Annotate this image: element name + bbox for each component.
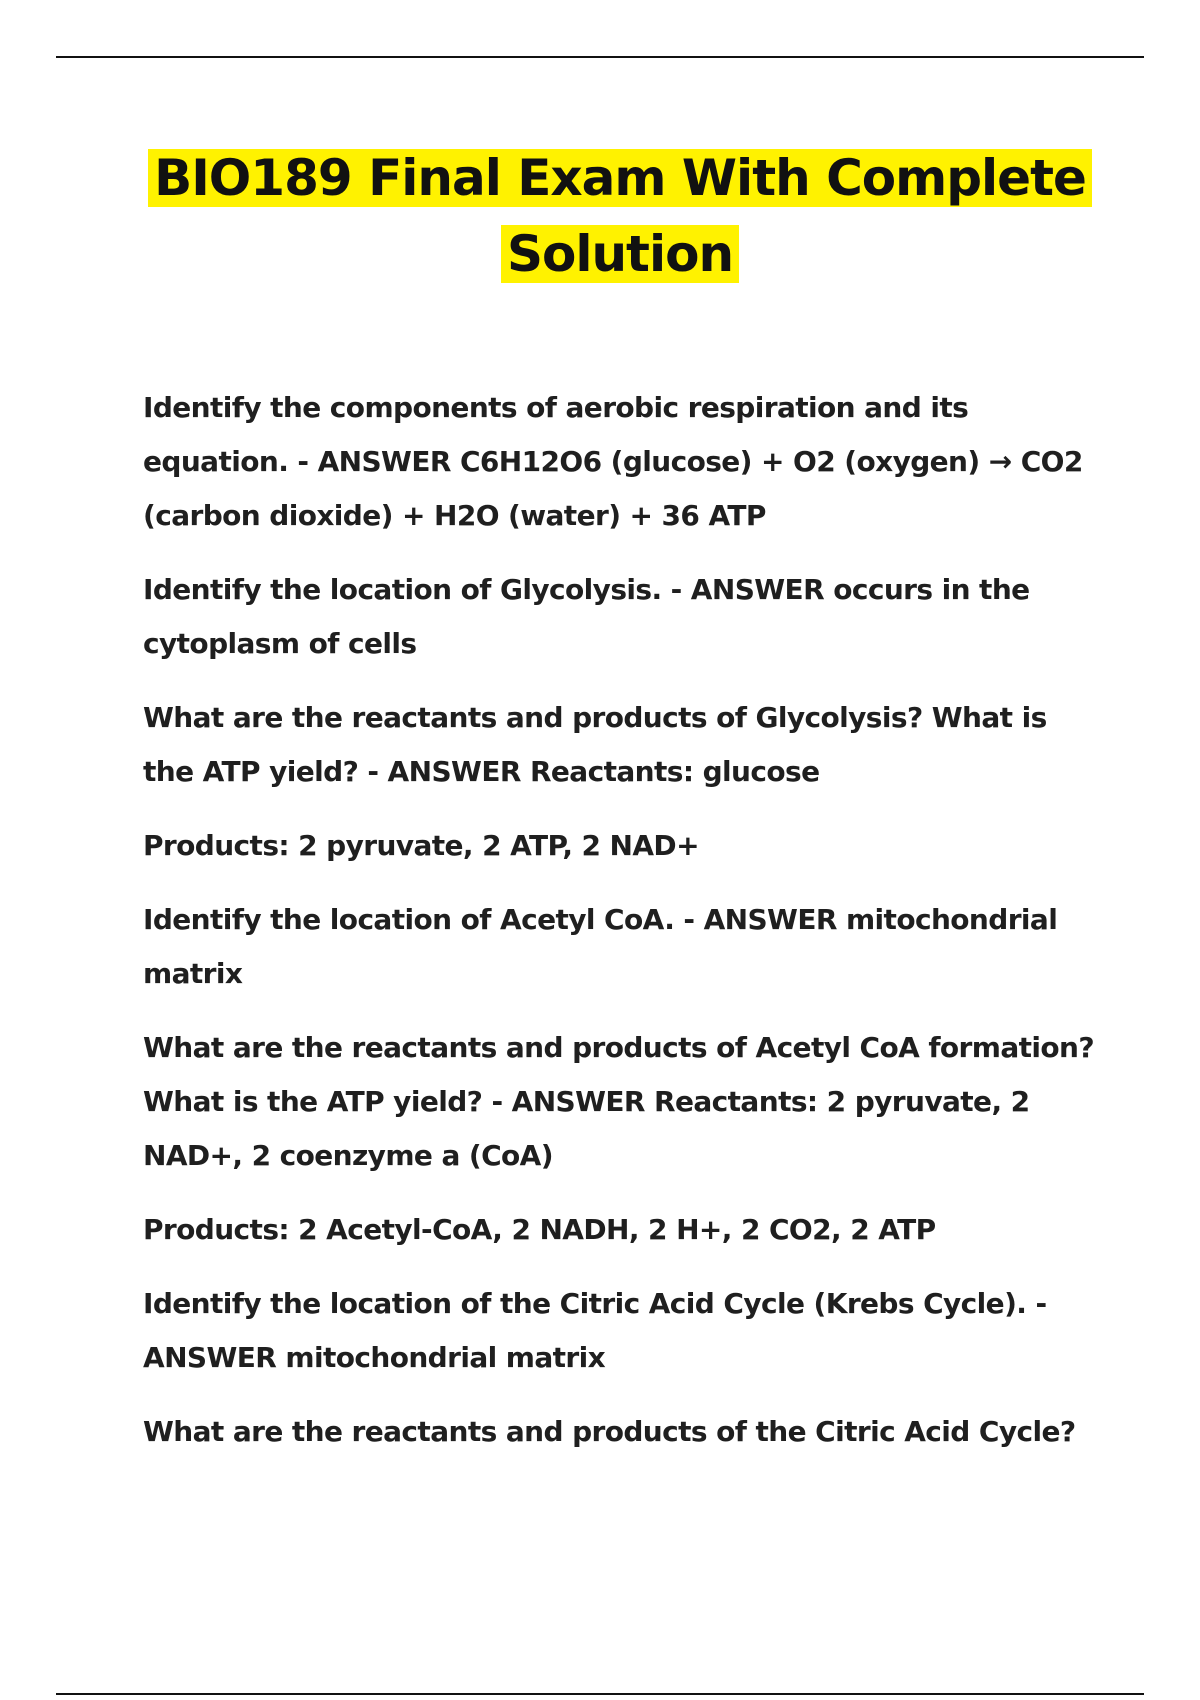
qa-paragraph: Identify the location of Acetyl CoA. - ANSWER mitochondrial matrix <box>143 903 1058 990</box>
qa-paragraph: Products: 2 pyruvate, 2 ATP, 2 NAD+ <box>143 829 699 862</box>
title-line-2: Solution <box>501 225 739 283</box>
qa-paragraph: What are the reactants and products of Acetyl CoA formation? What is the ATP yield? - ANSWER Reactants: 2 pyruvate, 2 NAD+, 2 coenzyme a (CoA) <box>143 1031 1095 1172</box>
qa-paragraph: What are the reactants and products of Glycolysis? What is the ATP yield? - ANSWER Reactants: glucose <box>143 701 1047 788</box>
document-title <box>100 140 1140 292</box>
qa-list <box>143 381 1103 1479</box>
qa-paragraph: Products: 2 Acetyl-CoA, 2 NADH, 2 H+, 2 CO2, 2 ATP <box>143 1213 936 1246</box>
title-line-1: BIO189 Final Exam With Complete <box>148 149 1092 207</box>
qa-paragraph: What are the reactants and products of the Citric Acid Cycle? <box>143 1415 1076 1448</box>
qa-paragraph: Identify the components of aerobic respiration and its equation. - ANSWER C6H12O6 (glucose) + O2 (oxygen) → CO2 (carbon dioxide) + H2O (water) + 36 ATP <box>143 391 1083 532</box>
top-rule <box>56 56 1144 58</box>
qa-paragraph: Identify the location of the Citric Acid Cycle (Krebs Cycle). - ANSWER mitochondrial matrix <box>143 1287 1047 1374</box>
bottom-rule <box>56 1693 1144 1695</box>
qa-paragraph: Identify the location of Glycolysis. - ANSWER occurs in the cytoplasm of cells <box>143 573 1030 660</box>
